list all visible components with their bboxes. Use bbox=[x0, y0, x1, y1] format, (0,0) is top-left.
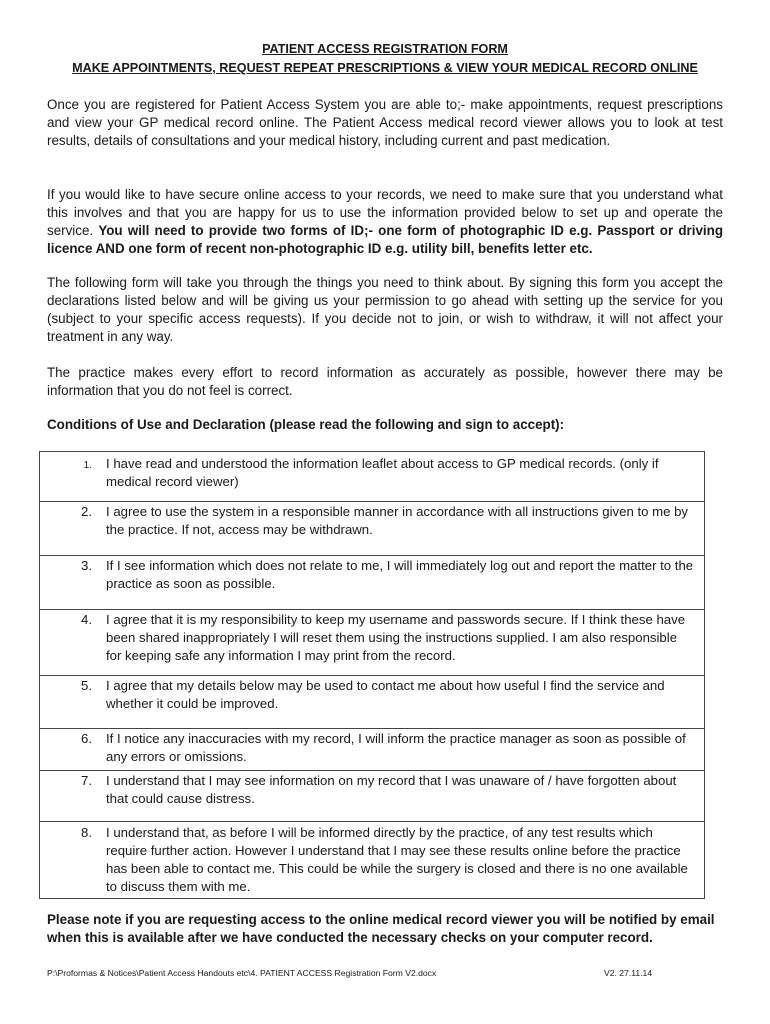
condition-number: 6. bbox=[81, 731, 92, 746]
condition-text: If I notice any inaccuracies with my record, I will inform the practice manager as soon as possible of any errors or omissions. bbox=[106, 731, 686, 764]
intro-paragraph-3: The following form will take you through the things you need to think about. By signing this form you accept the declarations listed below and will be giving us your permission to go ahead with setting up the service for you (subject to your specific access requests). If you decide not to join, or wish to withdraw, it will not affect your treatment in any way. bbox=[47, 275, 723, 344]
conditions-heading: Conditions of Use and Declaration (please read the following and sign to accept): bbox=[47, 417, 565, 432]
id-requirement-text: You will need to provide two forms of ID;- one form of photographic ID e.g. Passport or driving licence AND one form of recent non-photographic ID e.g. utility bill, benefits letter etc. bbox=[47, 223, 723, 256]
condition-number: 1. bbox=[83, 460, 92, 471]
condition-text: I have read and understood the information leaflet about access to GP medical records. (only if medical record viewer) bbox=[106, 456, 659, 489]
condition-row bbox=[40, 729, 705, 771]
condition-row bbox=[40, 452, 705, 502]
intro-paragraph-1: Once you are registered for Patient Access System you are able to;- make appointments, request prescriptions and view your GP medical record online. The Patient Access medical record viewer allows you to look at test results, details of consultations and your medical history, including current and past medication. bbox=[47, 97, 723, 148]
conditions-table bbox=[39, 451, 705, 899]
intro-paragraph-4: The practice makes every effort to record information as accurately as possible, however there may be information that you do not feel is correct. bbox=[47, 365, 723, 398]
form-subtitle: MAKE APPOINTMENTS, REQUEST REPEAT PRESCRIPTIONS & VIEW YOUR MEDICAL RECORD ONLINE bbox=[72, 61, 698, 75]
footer-file-path: P:\Proformas & Notices\Patient Access Handouts etc\4. PATIENT ACCESS Registration Form V2.docx bbox=[47, 968, 437, 978]
intro-paragraph-2-text: If you would like to have secure online access to your records, we need to make sure that you understand what this involves and that you are happy for us to use the information provided below to set up and operate the service. bbox=[47, 187, 723, 238]
condition-text: I agree that it is my responsibility to keep my username and passwords secure. If I think these have been shared inappropriately I will reset them using the instructions supplied. I am also responsible for keeping safe any information I may print from the record. bbox=[106, 612, 686, 663]
condition-number: 7. bbox=[81, 773, 92, 788]
condition-number: 2. bbox=[81, 504, 92, 519]
condition-row bbox=[40, 822, 705, 899]
condition-text: I understand that, as before I will be informed directly by the practice, of any test results which require further action. However I understand that I may see these results online before the practice has been able to contact me. This could be while the surgery is closed and there is no one available to discuss them with me. bbox=[106, 825, 688, 894]
footer-version: V2. 27.11.14 bbox=[604, 968, 653, 978]
condition-number: 5. bbox=[81, 678, 92, 693]
condition-number: 4. bbox=[81, 612, 92, 627]
condition-number: 8. bbox=[81, 825, 92, 840]
intro-paragraph-2 bbox=[47, 186, 723, 258]
condition-text: If I see information which does not relate to me, I will immediately log out and report the matter to the practice as soon as possible. bbox=[106, 558, 694, 591]
condition-row bbox=[40, 771, 705, 822]
condition-row bbox=[40, 676, 705, 729]
condition-row bbox=[40, 556, 705, 610]
condition-number: 3. bbox=[81, 558, 92, 573]
condition-text: I understand that I may see information on my record that I was unaware of / have forgotten about that could cause distress. bbox=[106, 773, 677, 806]
condition-row bbox=[40, 502, 705, 556]
form-title: PATIENT ACCESS REGISTRATION FORM bbox=[262, 42, 508, 56]
viewer-access-note: Please note if you are requesting access to the online medical record viewer you will be notified by email when this is available after we have conducted the necessary checks on your computer record. bbox=[47, 912, 715, 945]
condition-text: I agree to use the system in a responsible manner in accordance with all instructions given to me by the practice. If not, access may be withdrawn. bbox=[106, 504, 689, 537]
condition-text: I agree that my details below may be used to contact me about how useful I find the service and whether it could be improved. bbox=[106, 678, 665, 711]
condition-row bbox=[40, 610, 705, 676]
